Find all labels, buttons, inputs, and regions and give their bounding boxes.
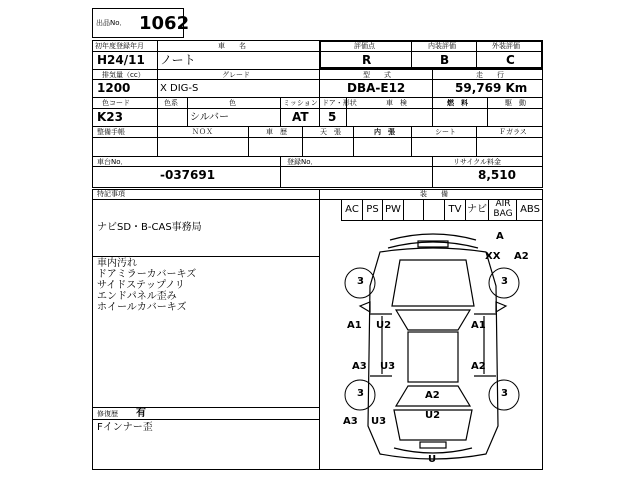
model-label: 型 式 [363,71,391,79]
displacement: 1200 [97,81,131,95]
lot-number: 1062 [139,13,190,34]
nox-label: ＮＯＸ [192,128,213,136]
damage-right-a1: A1 [471,320,486,331]
note-line: エンドパネル歪み [97,291,177,302]
first-registration: H24/11 [97,53,145,67]
exterior-score-label: 外装評価 [492,42,520,50]
wheel-fr-score: 3 [501,276,508,287]
equipment-airbag: AIR BAG [493,199,513,219]
color-code-label: 色コード [102,99,130,107]
note-line: 車内汚れ [97,258,137,269]
seat-label: シート [435,128,456,136]
mileage-label: 走 行 [476,71,504,79]
door-label: ドア・形状 [322,99,357,107]
lot-box [92,8,190,38]
damage-right-a2: A2 [471,361,486,372]
repair-label: 修復歴 [97,410,118,418]
interior-lining-label: 内 張 [374,128,395,136]
note-line: ホイールカバーキズ [97,302,187,313]
equipment-header: 装 備 [420,190,448,198]
model-code: DBA-E12 [347,81,406,95]
drive-label: 駆 動 [505,99,526,107]
interior-score-label: 内装評価 [428,42,456,50]
inspection-label: 車 検 [386,99,407,107]
color-label: 色 [229,99,236,107]
wheel-rl-score: 3 [357,388,364,399]
evaluation-score: R [362,53,372,67]
color-code: K23 [97,110,123,124]
equipment-tv: TV [448,204,462,215]
displacement-label: 排気量（cc） [102,71,145,79]
manual-label: 整備手帳 [97,128,125,136]
interior-score: B [440,53,450,67]
grade-label: グレード [222,71,250,79]
mission: AT [292,110,309,124]
damage-left-a1: A1 [347,320,362,331]
exterior-score: C [506,53,515,67]
registration-label: 登録No． [287,158,318,166]
damage-left-u2: U2 [376,320,392,331]
damage-bottom-u3: U3 [371,416,387,427]
doors: 5 [328,110,337,124]
mission-label: ミッション [283,99,318,107]
notes-header: 特記事項 [97,190,125,198]
repair-note: Fインナー歪 [97,422,153,433]
damage-rear-u2: U2 [425,410,441,421]
damage-bottom-a3: A3 [343,416,358,427]
wheel-rr-score: 3 [501,388,508,399]
history-label: 車 歴 [266,128,287,136]
damage-left-u3: U3 [380,361,396,372]
damage-front-a: A [496,231,504,242]
score-label: 評価点 [354,42,375,50]
car-name: ノート [160,53,196,67]
damage-rear-a2: A2 [425,390,440,401]
damage-bottom-u: U [428,454,437,465]
damage-front-xx: XX [485,251,501,262]
damage-front-a2: A2 [514,251,529,262]
damage-left-a3: A3 [352,361,367,372]
fglass-label: Ｆガラス [499,128,527,136]
equipment-ps: PS [366,204,379,215]
mileage: 59,769 Km [455,81,528,95]
fuel-label: 燃 料 [447,99,468,107]
car-name-label: 車 名 [218,42,246,50]
equipment-pw: PW [385,204,401,215]
equipment-ac: AC [345,204,359,215]
color: シルバー [190,112,230,123]
repair-value: 有 [136,408,146,419]
equipment-abs: ABS [520,204,540,215]
recycle-label: リサイクル料金 [453,158,502,166]
note-nav: ナビSD・B-CAS事務局 [97,222,202,233]
sunroof-label: 天 張 [320,128,341,136]
recycle-fee: 8,510 [478,168,516,182]
grade: X DIG-S [160,83,199,94]
chassis-label: 車台No． [97,158,128,166]
notes-list [97,258,196,313]
note-line: サイドステップノリ [97,280,185,291]
color-kind-label: 色系 [164,99,178,107]
equipment-navi: ナビ [467,204,487,215]
lot-label: 出品No． [96,19,127,27]
year-label: 初年度登録年月 [95,42,144,50]
note-line: ドアミラーカバーキズ [97,269,197,280]
chassis-number: -037691 [160,168,216,182]
wheel-fl-score: 3 [357,276,364,287]
car-diagram [330,226,536,466]
